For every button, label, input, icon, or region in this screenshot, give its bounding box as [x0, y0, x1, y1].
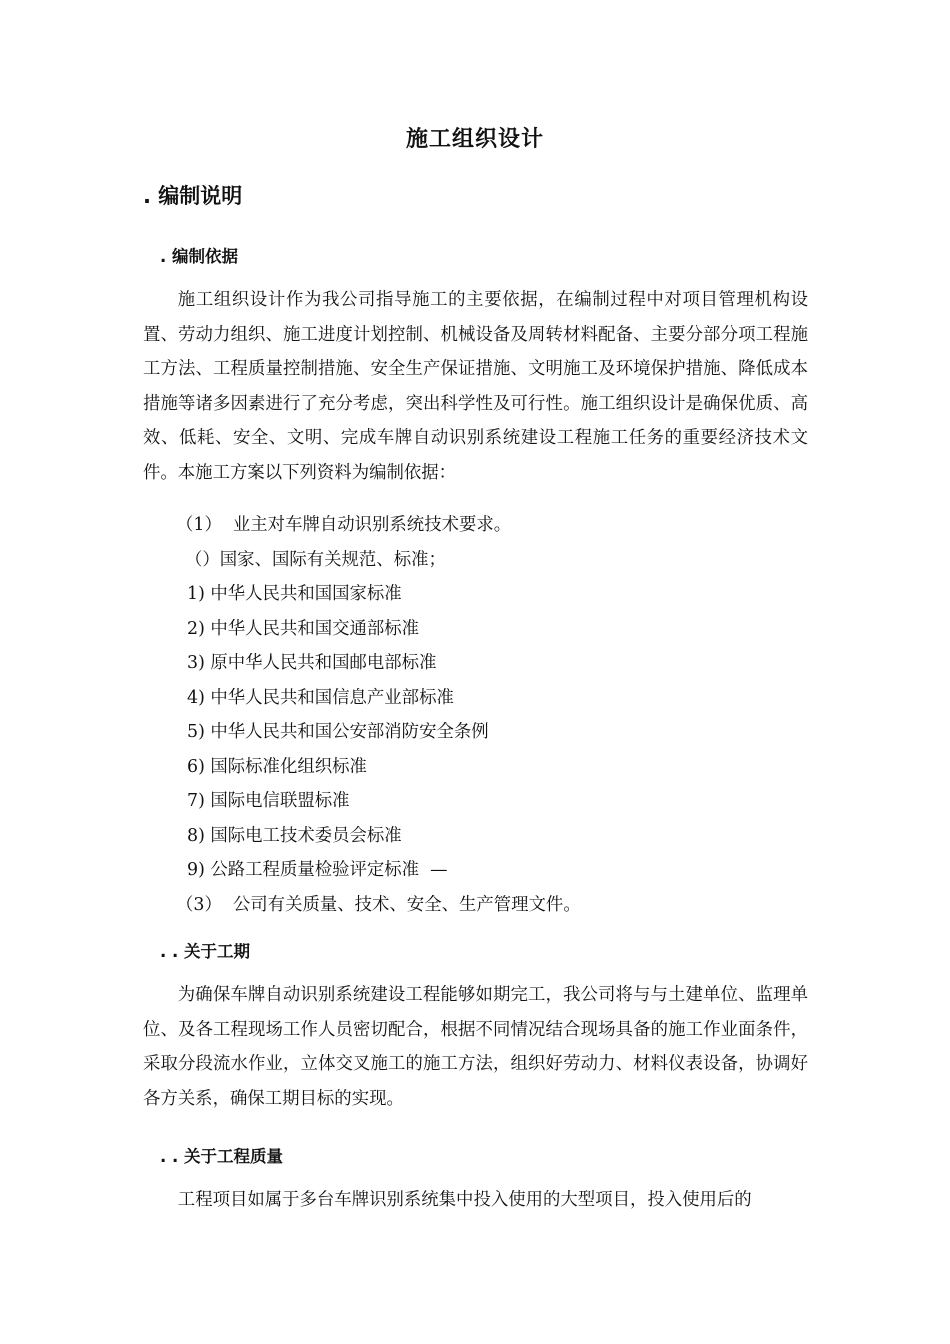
- paragraph-basis: 施工组织设计作为我公司指导施工的主要依据，在编制过程中对项目管理机构设置、劳动力组织、施工进度计划控制、机械设备及周转材料配备、主要分部分项工程施工方法、工程质量控制措施、安全生产保证措施、文明施工及环境保护措施、降低成本措施等诸多因素进行了充分考虑，突出科学性及可行性。施工组织设计是确保优质、高效、低耗、安全、文明、完成车牌自动识别系统建设工程施工任务的重要经济技术文件。本施工方案以下列资料为编制依据：: [143, 290, 808, 483]
- basis-item: 5) 中华人民共和国公安部消防安全条例: [187, 722, 489, 742]
- subsection-heading-schedule: . . 关于工期: [160, 942, 251, 961]
- basis-item: （）国家、国际有关规范、标准；: [185, 550, 446, 570]
- basis-item: 1) 中华人民共和国国家标准: [187, 584, 402, 604]
- subsection-heading-basis: . 编制依据: [160, 247, 239, 266]
- paragraph-schedule: 为确保车牌自动识别系统建设工程能够如期完工，我公司将与与土建单位、监理单位、及各工程现场工作人员密切配合，根据不同情况结合现场具备的施工作业面条件，采取分段流水作业，立体交叉施工的施工方法，组织好劳动力、材料仪表设备，协调好各方关系，确保工期目标的实现。: [143, 985, 808, 1109]
- paragraph-quality: 工程项目如属于多台车牌识别系统集中投入使用的大型项目，投入使用后的: [177, 1190, 752, 1210]
- basis-item: 4) 中华人民共和国信息产业部标准: [187, 688, 454, 708]
- basis-item: 3) 原中华人民共和国邮电部标准: [187, 653, 437, 673]
- basis-item: 2) 中华人民共和国交通部标准: [187, 619, 420, 639]
- basis-item: （1） 业主对车牌自动识别系统技术要求。: [176, 515, 512, 535]
- basis-item: （3） 公司有关质量、技术、安全、生产管理文件。: [176, 895, 581, 915]
- basis-item: 7) 国际电信联盟标准: [187, 791, 350, 811]
- document-title: 施工组织设计: [405, 127, 544, 152]
- basis-item: 9) 公路工程质量检验评定标准 —: [187, 860, 448, 880]
- basis-item: 6) 国际标准化组织标准: [187, 757, 367, 777]
- basis-item: 8) 国际电工技术委员会标准: [187, 826, 402, 846]
- subsection-heading-quality: . . 关于工程质量: [160, 1147, 284, 1166]
- section-heading: . 编制说明: [143, 184, 243, 208]
